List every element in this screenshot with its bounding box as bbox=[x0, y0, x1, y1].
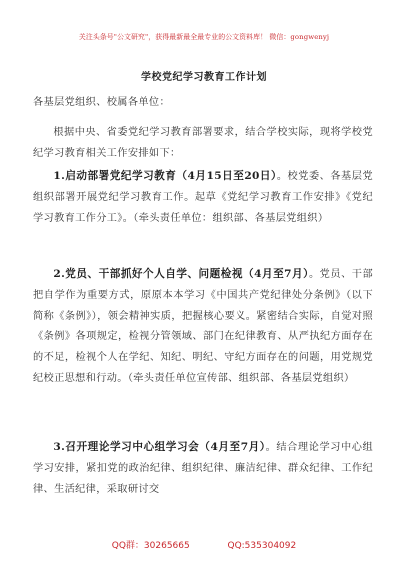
section-paragraph-3 bbox=[33, 437, 373, 500]
intro-text: 根据中央、省委党纪学习教育部署要求，结合学校实际，现将学校党纪学习教育相关工作安排如下： bbox=[33, 127, 373, 159]
qq-number-text: QQ:535304092 bbox=[227, 541, 297, 551]
section-heading-3: 3.召开理论学习中心组学习会（4月至7月） bbox=[53, 441, 266, 453]
section-paragraph-1 bbox=[33, 166, 373, 229]
qq-group-text: QQ群：30265665 bbox=[111, 541, 190, 551]
section-heading-2: 2.党员、干部抓好个人自学、问题检视（4月至7月） bbox=[53, 268, 309, 280]
contact-footer bbox=[0, 538, 408, 551]
section-paragraph-2 bbox=[33, 264, 373, 390]
greeting bbox=[33, 93, 373, 114]
section-body-3: 。结合理论学习中心组学习安排，紧扣党的政治纪律、组织纪律、廉洁纪律、群众纪律、工作纪律、生活纪律，采取研讨交 bbox=[33, 442, 373, 495]
promo-banner: 关注头条号"公文研究"，获得最新最全最专业的公文资料库！ 微信：gongwenyj bbox=[78, 33, 330, 41]
document-title: 学校党纪学习教育工作计划 bbox=[141, 72, 267, 83]
greeting-text: 各基层党组织、校属各单位： bbox=[33, 97, 170, 108]
section-body-2: 。党员、干部把自学作为重要方式，原原本本学习《中国共产党纪律处分条例》（以下简称《条例》），领会精神实质，把握核心要义。紧密结合实际，自觉对照《条例》各项规定，检视分管领域、部门在纪律教育、从严执纪方面存在的不足，检视个人在学纪、知纪、明纪、守纪方面存在的问题，用党规党纪校正思想和行动。（牵头责任单位宣传部、组织部、各基层党组织） bbox=[33, 269, 373, 384]
intro-paragraph bbox=[33, 123, 373, 165]
section-body-1: 。校党委、各基层党组织部署开展党纪学习教育工作。起草《党纪学习教育工作安排》《党纪学习教育工作分工》。（牵头责任单位：组织部、各基层党组织） bbox=[33, 171, 373, 224]
section-heading-1: 1.启动部署党纪学习教育（4月15日至20日） bbox=[53, 170, 277, 182]
